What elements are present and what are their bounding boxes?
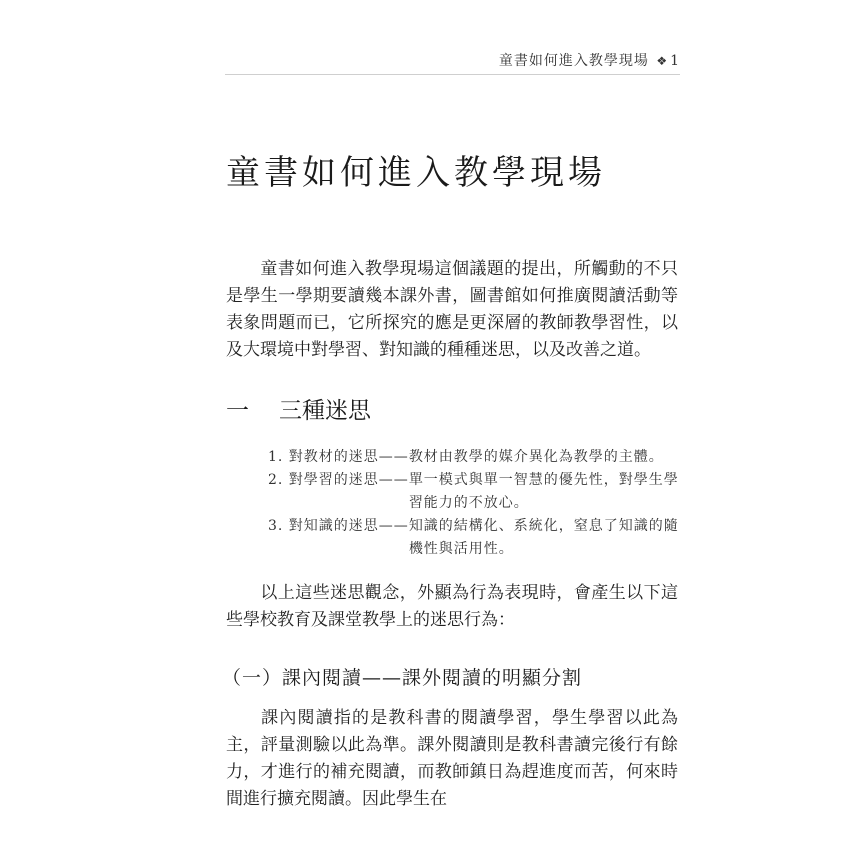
running-head (225, 52, 680, 75)
list-item-body: 知識的結構化、系統化，窒息了知識的隨機性與活用性。 (408, 518, 679, 557)
section-heading (226, 392, 371, 425)
subsection-paragraph (226, 705, 678, 813)
subsection-heading: （一）課內閱讀——課外閱讀的明顯分割 (222, 667, 583, 689)
running-head-title: 童書如何進入教學現場 (498, 53, 649, 69)
list-item-lead: 2. 對學習的迷思—— (268, 472, 409, 488)
list-item-lead: 3. 對知識的迷思—— (268, 518, 409, 534)
list-item-body: 教材由教學的媒介異化為教學的主體。 (408, 449, 664, 465)
section-title: 三種迷思 (279, 398, 371, 424)
subsection-paragraph-text: 課內閱讀指的是教科書的閱讀學習，學生學習以此為主，評量測驗以此為準。課外閱讀則是教科書讀完後行有餘力，才進行的補充閱讀，而教師鎮日為趕進度而苦，何來時間進行擴充閱讀。因此學生在 (226, 708, 678, 809)
transition-paragraph-text: 以上這些迷思觀念，外顯為行為表現時，會產生以下這些學校教育及課堂教學上的迷思行為： (226, 583, 678, 630)
list-item-lead: 1. 對教材的迷思—— (268, 449, 409, 465)
list-item (268, 515, 680, 561)
section-number: 一 (226, 398, 249, 424)
myths-list (268, 446, 680, 561)
chapter-title: 童書如何進入教學現場 (226, 152, 606, 193)
page-number: 1 (670, 53, 680, 69)
ornament-icon: ❖ (656, 54, 669, 68)
intro-paragraph-text: 童書如何進入教學現場這個議題的提出，所觸動的不只是學生一學期要讀幾本課外書，圖書館如何推廣閱讀活動等表象問題而已，它所探究的應是更深層的教師教學習性，以及大環境中對學習、對知識的種種迷思，以及改善之道。 (226, 259, 678, 360)
list-item (268, 469, 680, 515)
intro-paragraph (226, 256, 678, 364)
list-item-body: 單一模式與單一智慧的優先性，對學生學習能力的不放心。 (408, 472, 679, 511)
transition-paragraph (226, 580, 678, 634)
list-item (268, 446, 680, 469)
